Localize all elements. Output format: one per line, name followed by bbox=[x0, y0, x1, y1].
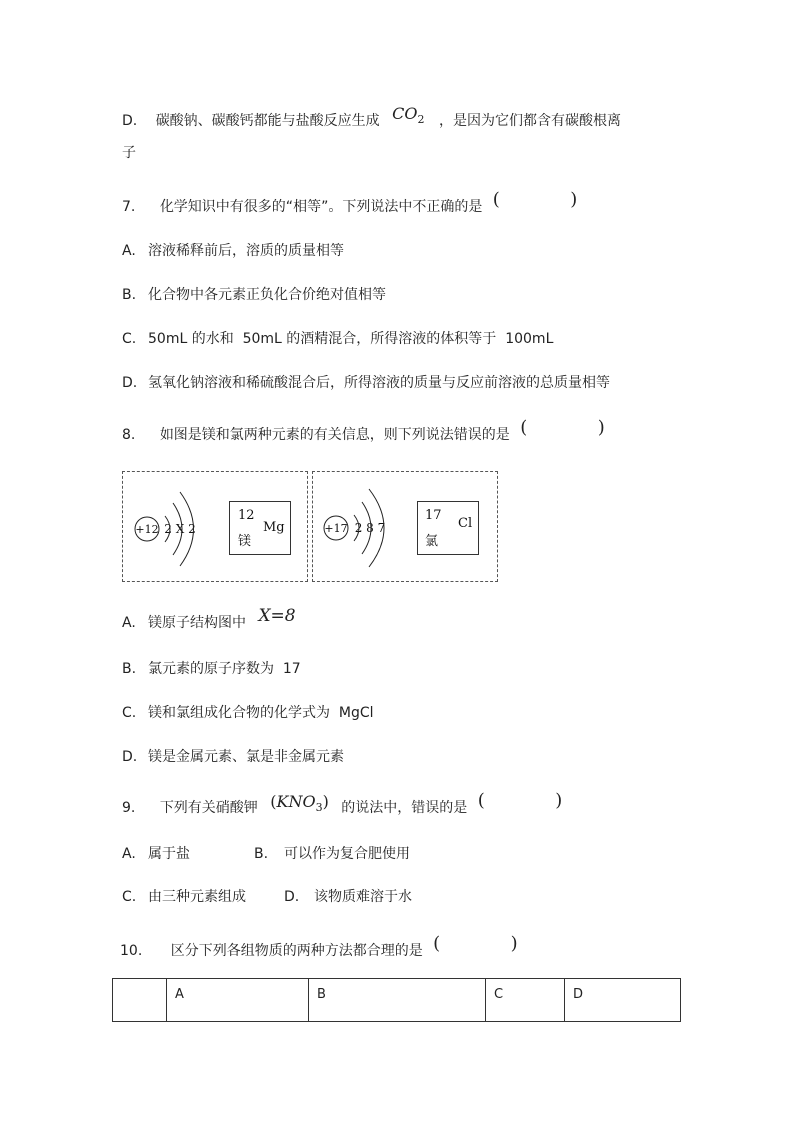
option-label: A. bbox=[122, 615, 136, 631]
answer-paren-close: ) bbox=[597, 417, 605, 438]
formula-sub: 2 bbox=[417, 113, 425, 127]
option-text: 50mL 的水和 50mL 的酒精混合，所得溶液的体积等于 100mL bbox=[148, 331, 554, 347]
option-text: 溶液稀释前后，溶质的质量相等 bbox=[148, 243, 344, 259]
option-text: 镁是金属元素、氯是非金属元素 bbox=[148, 749, 344, 765]
table-header-cell-a: A bbox=[167, 979, 309, 1022]
formula-paren-close: ) bbox=[322, 792, 329, 811]
question-text: 区分下列各组物质的两种方法都合理的是 bbox=[170, 943, 423, 959]
option-label: A. bbox=[122, 243, 136, 259]
question-number: 10. bbox=[120, 943, 143, 959]
option-text-continued: ，是因为它们都含有碳酸根离 bbox=[438, 113, 621, 129]
option-label: D. bbox=[284, 889, 300, 905]
q6-option-d-wrap: 子 bbox=[122, 145, 136, 161]
element-name: 镁 bbox=[238, 534, 252, 549]
q9-options-row-1 bbox=[122, 844, 410, 864]
magnesium-atom-diagram bbox=[127, 476, 237, 576]
option-text: 化合物中各元素正负化合价绝对值相等 bbox=[148, 287, 386, 303]
atomic-number: 12 bbox=[238, 508, 255, 523]
q7-option-c bbox=[122, 329, 553, 349]
math-expression: X=8 bbox=[258, 606, 296, 626]
chlorine-element-card bbox=[417, 501, 479, 555]
q8-option-b bbox=[122, 659, 301, 679]
table-header-cell-d: D bbox=[565, 979, 681, 1022]
question-number: 7. bbox=[122, 199, 136, 215]
q10-table bbox=[112, 978, 681, 1022]
option-label: C. bbox=[122, 889, 137, 905]
nucleus-charge: +12 bbox=[135, 523, 159, 536]
option-label: D. bbox=[122, 113, 138, 129]
element-symbol: Mg bbox=[263, 520, 285, 535]
table-header-cell-blank bbox=[113, 979, 167, 1022]
table-header-cell-c: C bbox=[486, 979, 565, 1022]
answer-paren-open: ( bbox=[477, 790, 485, 811]
question-number: 9. bbox=[122, 800, 136, 816]
option-label: B. bbox=[122, 287, 137, 303]
option-text: 碳酸钠、碳酸钙都能与盐酸反应生成 bbox=[155, 113, 380, 129]
option-label: B. bbox=[122, 661, 137, 677]
question-9-stem bbox=[122, 790, 563, 823]
option-text: 镁原子结构图中 bbox=[148, 615, 246, 631]
q7-option-a bbox=[122, 241, 344, 261]
formula-paren-open: ( bbox=[270, 792, 277, 811]
question-text: 如图是镁和氯两种元素的有关信息，则下列说法错误的是 bbox=[159, 427, 510, 443]
option-text: 氢氧化钠溶液和稀硫酸混合后，所得溶液的质量与反应前溶液的总质量相等 bbox=[148, 375, 610, 391]
option-label: B. bbox=[254, 846, 269, 862]
chlorine-figure bbox=[312, 471, 498, 582]
q7-option-d bbox=[122, 373, 610, 393]
option-label: C. bbox=[122, 331, 137, 347]
table-header-row bbox=[113, 979, 681, 1022]
q7-option-b bbox=[122, 285, 386, 305]
magnesium-figure bbox=[122, 471, 308, 582]
answer-paren-close: ) bbox=[555, 790, 563, 811]
option-text: 属于盐 bbox=[148, 846, 190, 862]
q6-option-d bbox=[122, 104, 621, 136]
electron-shells: 2 8 7 bbox=[354, 521, 386, 535]
question-7-stem bbox=[122, 189, 578, 217]
co2-formula bbox=[392, 104, 425, 127]
formula-sub: 3 bbox=[315, 801, 323, 815]
option-label: D. bbox=[122, 749, 138, 765]
q8-option-d bbox=[122, 747, 344, 767]
answer-paren-close: ) bbox=[510, 933, 518, 954]
option-text: 可以作为复合肥使用 bbox=[284, 846, 410, 862]
question-text: 化学知识中有很多的“相等”。下列说法中不正确的是 bbox=[159, 199, 483, 215]
kno3-formula bbox=[270, 792, 329, 815]
question-text: 下列有关硝酸钾 bbox=[159, 800, 258, 816]
chlorine-atom-diagram bbox=[317, 476, 427, 576]
question-10-stem bbox=[120, 933, 518, 961]
option-text: 氯元素的原子序数为 17 bbox=[148, 661, 301, 677]
electron-shells: 2 X 2 bbox=[164, 522, 196, 536]
option-text: 镁和氯组成化合物的化学式为 MgCl bbox=[148, 705, 374, 721]
answer-paren-open: ( bbox=[433, 933, 441, 954]
option-text: 由三种元素组成 bbox=[148, 889, 246, 905]
option-text: 该物质难溶于水 bbox=[314, 889, 412, 905]
question-number: 8. bbox=[122, 427, 136, 443]
element-name: 氯 bbox=[425, 534, 439, 549]
answer-paren-open: ( bbox=[520, 417, 528, 438]
formula-main: CO bbox=[392, 104, 418, 123]
question-text-continued: 的说法中，错误的是 bbox=[341, 800, 468, 816]
answer-paren-open: ( bbox=[492, 189, 500, 210]
q9-options-row-2 bbox=[122, 887, 412, 907]
magnesium-element-card bbox=[229, 501, 291, 555]
question-8-stem bbox=[122, 417, 605, 445]
atomic-number: 17 bbox=[425, 508, 442, 523]
option-label: D. bbox=[122, 375, 138, 391]
answer-paren-close: ) bbox=[570, 189, 578, 210]
element-symbol: Cl bbox=[458, 516, 473, 531]
option-label: C. bbox=[122, 705, 137, 721]
q8-option-c bbox=[122, 703, 374, 723]
option-label: A. bbox=[122, 846, 136, 862]
q8-option-a bbox=[122, 606, 296, 633]
table-header-cell-b: B bbox=[309, 979, 486, 1022]
nucleus-charge: +17 bbox=[324, 522, 348, 535]
formula-main: KNO bbox=[276, 792, 316, 811]
